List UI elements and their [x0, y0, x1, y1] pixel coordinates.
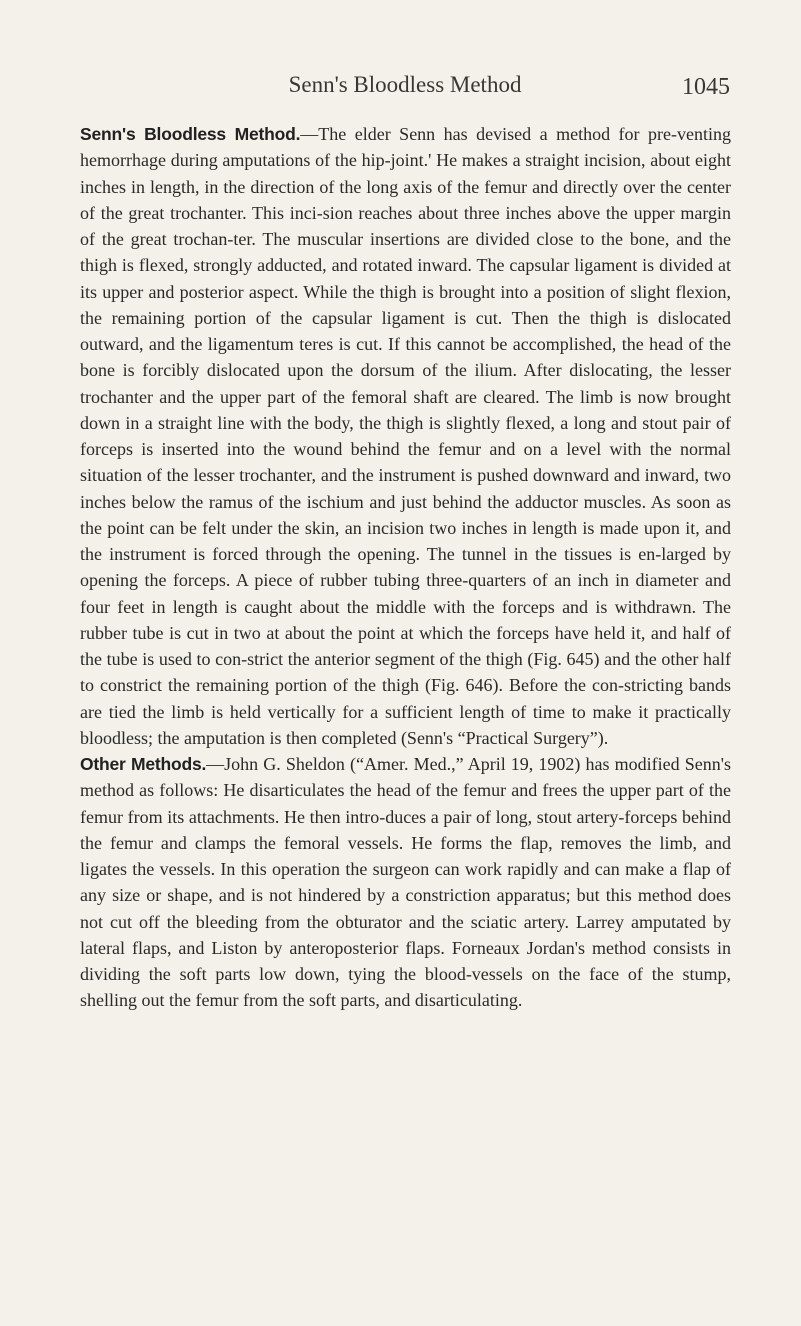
running-head-title: Senn's Bloodless Method	[288, 72, 522, 97]
page-number: 1045	[682, 74, 730, 100]
section-heading-other-methods: Other Methods.	[80, 754, 207, 774]
paragraph-text: —John G. Sheldon (“Amer. Med.,” April 19, 1902) has modified Senn's method as follows: He disarticulates the head of the femur and frees the upper part of the femur from its attachments. He then intro-duces a pair of long, stout artery-forceps behind the femur and clamps the femoral vessels. He forms the flap, removes the limb, and ligates the vessels. In this operation the surgeon can work rapidly and can make a flap of any size or shape, and is not hindered by a constriction apparatus; but this method does not cut off the bleeding from the obturator and the sciatic artery. Larrey amputated by lateral flaps, and Liston by anteroposterior flaps. Forneaux Jordan's method consists in dividing the soft parts low down, tying the blood-vessels on the face of the stump, shelling out the femur from the soft parts, and disarticulating.	[80, 754, 731, 1011]
paragraph-senns-method	[80, 121, 731, 751]
section-heading-senns-method: Senn's Bloodless Method.	[80, 124, 301, 144]
paragraph-text: —The elder Senn has devised a method for pre-venting hemorrhage during amputations of the hip-joint.' He makes a straight incision, about eight inches in length, in the direction of the long axis of the femur and directly over the center of the great trochanter. This inci-sion reaches about three inches above the upper margin of the great trochan-ter. The muscular insertions are divided close to the bone, and the thigh is flexed, strongly adducted, and rotated inward. The capsular ligament is divided at its upper and posterior aspect. While the thigh is brought into a position of slight flexion, the remaining portion of the capsular ligament is cut. Then the thigh is dislocated outward, and the ligamentum teres is cut. If this cannot be accomplished, the head of the bone is forcibly dislocated upon the dorsum of the ilium. After dislocating, the lesser trochanter and the upper part of the femoral shaft are cleared. The limb is now brought down in a straight line with the body, the thigh is slightly flexed, a long and stout pair of forceps is inserted into the wound behind the femur and on a level with the normal situation of the lesser trochanter, and the instrument is pushed downward and inward, two inches below the ramus of the ischium and just behind the adductor muscles. As soon as the point can be felt under the skin, an incision two inches in length is made upon it, and the instrument is forced through the opening. The tunnel in the tissues is en-larged by opening the forceps. A piece of rubber tubing three-quarters of an inch in diameter and four feet in length is caught about the middle with the forceps and is withdrawn. The rubber tube is cut in two at about the point at which the forceps have held it, and half of the tube is used to con-strict the anterior segment of the thigh (Fig. 645) and the other half to constrict the remaining portion of the thigh (Fig. 646). Before the con-stricting bands are tied the limb is held vertically for a sufficient length of time to make it practically bloodless; the amputation is then completed (Senn's “Practical Surgery”).	[80, 124, 731, 748]
body-text	[80, 121, 731, 1014]
paragraph-other-methods	[80, 751, 731, 1014]
running-head	[80, 72, 730, 106]
